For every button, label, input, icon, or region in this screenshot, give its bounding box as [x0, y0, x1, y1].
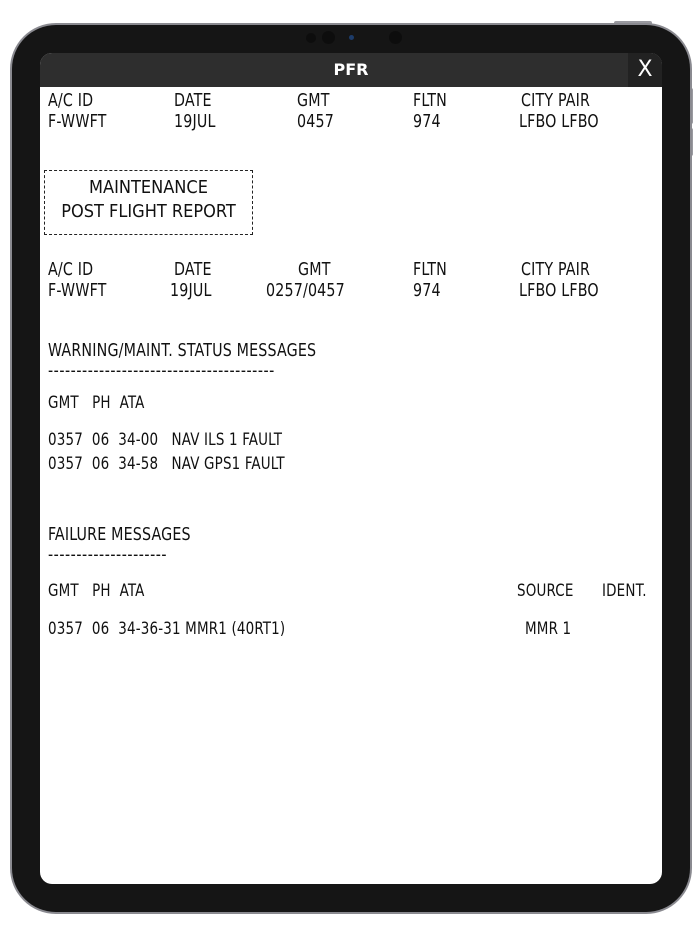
warning-row: 0357 06 34-00 NAV ILS 1 FAULT — [48, 430, 283, 450]
col-header-city-pair: CITY PAIR — [521, 259, 591, 280]
warning-section-underline: ---------------------------------------- — [48, 360, 275, 381]
date-value: 19JUL — [174, 111, 216, 132]
camera-icon — [389, 31, 402, 44]
source-header: SOURCE — [517, 581, 574, 601]
date-value: 19JUL — [170, 280, 212, 301]
col-header-acid: A/C ID — [48, 90, 94, 111]
window-title: PFR — [333, 60, 369, 79]
col-header-gmt: GMT — [297, 90, 330, 111]
warning-table-header: GMT PH ATA — [48, 393, 145, 413]
title-bar — [40, 53, 662, 87]
fltn-value: 974 — [413, 280, 441, 301]
col-header-gmt: GMT — [298, 259, 331, 280]
failure-section-title: FAILURE MESSAGES — [48, 524, 191, 545]
col-header-city-pair: CITY PAIR — [521, 90, 591, 111]
col-header-acid: A/C ID — [48, 259, 94, 280]
city-pair-value: LFBO LFBO — [519, 111, 599, 132]
fltn-value: 974 — [413, 111, 441, 132]
gmt-range-value: 0257/0457 — [266, 280, 345, 301]
camera-icon — [306, 33, 316, 43]
failure-row: 0357 06 34-36-31 MMR1 (40RT1) — [48, 619, 286, 639]
report-title-line1: MAINTENANCE — [89, 177, 208, 198]
failure-table-header: GMT PH ATA — [48, 581, 145, 601]
col-header-fltn: FLTN — [413, 90, 448, 111]
report-title-box — [44, 170, 253, 235]
ident-header: IDENT. — [602, 581, 647, 601]
gmt-value: 0457 — [297, 111, 334, 132]
warning-section-title: WARNING/MAINT. STATUS MESSAGES — [48, 340, 317, 361]
camera-icon — [322, 31, 335, 44]
col-header-date: DATE — [174, 259, 212, 280]
col-header-date: DATE — [174, 90, 212, 111]
col-header-fltn: FLTN — [413, 259, 448, 280]
close-button[interactable]: X — [628, 53, 662, 87]
failure-section-underline: --------------------- — [48, 544, 168, 565]
sensor-icon — [349, 35, 354, 40]
screen — [40, 53, 662, 884]
warning-row: 0357 06 34-58 NAV GPS1 FAULT — [48, 454, 285, 474]
failure-row-source: MMR 1 — [525, 619, 572, 639]
acid-value: F-WWFT — [48, 111, 107, 132]
city-pair-value: LFBO LFBO — [519, 280, 599, 301]
report-title-line2: POST FLIGHT REPORT — [61, 201, 236, 222]
acid-value: F-WWFT — [48, 280, 107, 301]
